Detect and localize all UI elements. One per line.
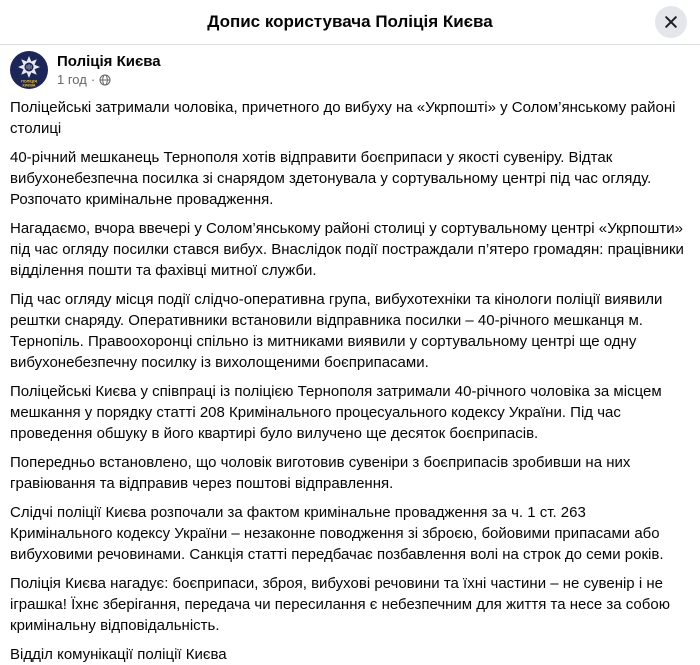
post-paragraph: Слідчі поліції Києва розпочали за фактом кримінальне провадження за ч. 1 ст. 263 Кримінального кодексу України – незаконне поводження зі зброєю, бойовими припасами або вибуховими речовинами. Санкція статті передбачає позбавлення волі на строк до семи років.	[10, 504, 664, 563]
post-paragraph: 40-річний мешканець Тернополя хотів відправити боєприпаси у якості сувеніру. Відтак вибухонебезпечна посилка зі снарядом здетонувала у сортувальному центрі під час огляду. Розпочато кримінальне провадження.	[10, 149, 652, 208]
modal-header	[0, 0, 700, 45]
timestamp-link[interactable]	[57, 71, 161, 88]
separator-dot: ·	[90, 72, 96, 87]
modal-title: Допис користувача Поліція Києва	[207, 12, 493, 31]
close-button[interactable]	[655, 6, 687, 38]
post	[0, 45, 700, 665]
post-header	[0, 45, 700, 93]
author-name[interactable]: Поліція Києва	[57, 53, 161, 70]
post-paragraph: Поліцейські затримали чоловіка, причетного до вибуху на «Укрпошті» у Солом’янському районі столиці	[10, 99, 676, 137]
police-badge-icon	[10, 51, 48, 89]
avatar-text-line2: КИЄВА	[22, 83, 36, 88]
avatar[interactable]	[10, 51, 48, 89]
post-paragraph: Відділ комунікації поліції Києва	[10, 646, 227, 663]
post-meta	[57, 52, 161, 88]
post-paragraph: Під час огляду місця події слідчо-оперативна група, вибухотехніки та кінологи поліції виявили рештки снаряду. Оперативники встановили відправника посилки – 40-річного мешканця м. Тернопіль. Правоохоронці спільно із митниками виявили у сортувальному центрі ще одну вибухонебезпечну посилку із вихолощеними боєприпасами.	[10, 291, 663, 371]
post-paragraph: Поліція Києва нагадує: боєприпаси, зброя, вибухові речовини та їхні частини – не сувенір і не іграшка! Їхнє зберігання, передача чи пересилання є небезпечним для життя та несе за собою кримінальну відповідальність.	[10, 575, 670, 634]
avatar-text-line1: ПОЛІЦІЯ	[21, 79, 37, 84]
post-paragraph: Попередньо встановлено, що чоловік виготовив сувеніри з боєприпасів зробивши на них гравіювання та відправив через поштові відправлення.	[10, 454, 631, 492]
post-paragraph: Нагадаємо, вчора ввечері у Солом’янському районі столиці у сортувальному центрі «Укрпошти» під час огляду посилки стався вибух. Внаслідок події постраждали п’ятеро громадян: працівники відділення пошти та фахівці митної служби.	[10, 220, 684, 279]
close-icon	[663, 14, 679, 30]
post-text	[0, 93, 700, 665]
globe-icon	[99, 74, 111, 86]
post-paragraph: Поліцейські Києва у співпраці із поліцією Тернополя затримали 40-річного чоловіка за місцем мешкання у порядку статті 208 Кримінального процесуального кодексу України. Під час проведення обшуку в його квартирі було вилучено ще десяток боєприпасів.	[10, 383, 662, 442]
timestamp-text: 1 год	[57, 72, 87, 87]
